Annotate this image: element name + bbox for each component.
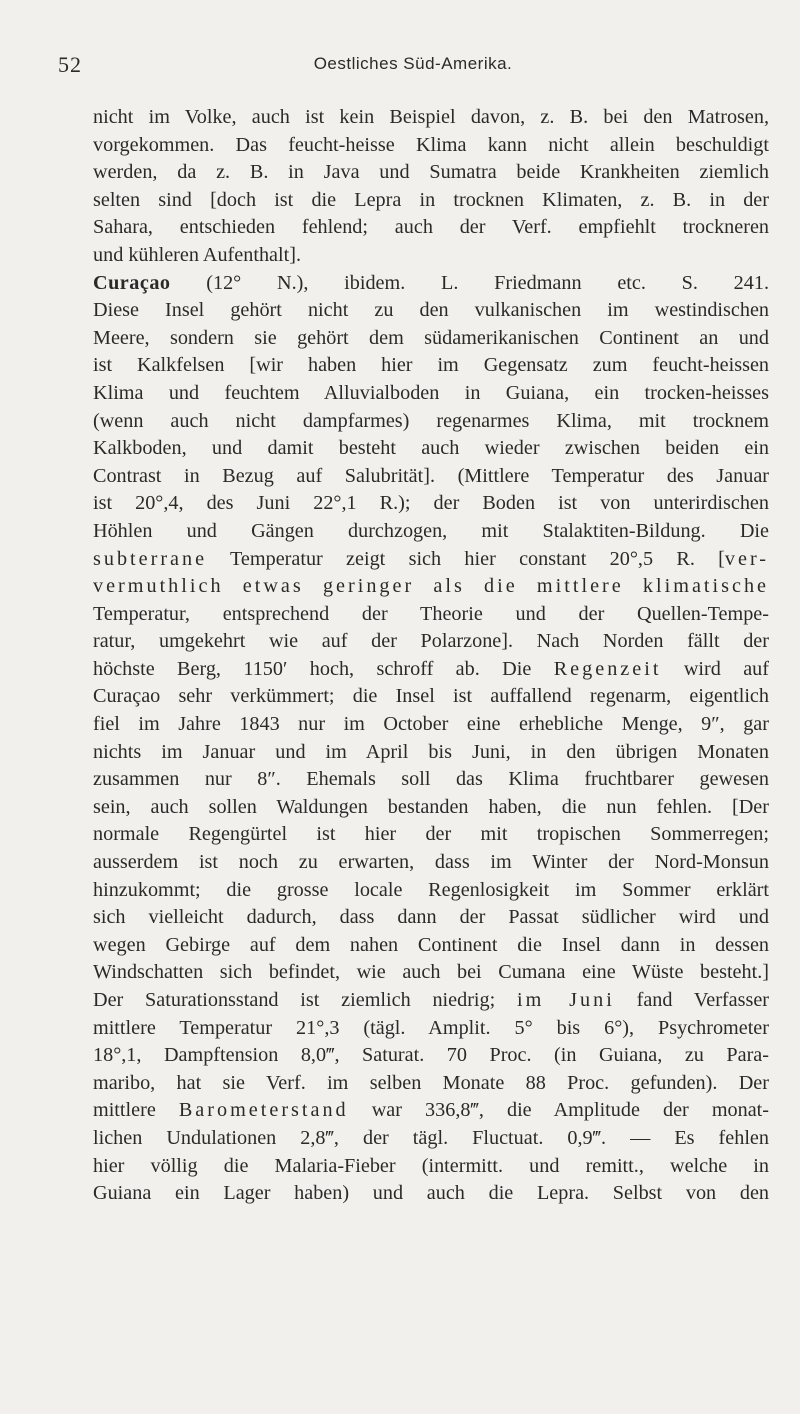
text-line: Guiana ein Lager haben) und auch die Lepra. Selbst von den: [93, 1182, 769, 1205]
text-line: sein, auch sollen Waldungen bestanden haben, die nun fehlen. [Der: [93, 795, 769, 818]
running-title: Oestliches Süd-Amerika.: [313, 54, 513, 73]
spaced-word-subterrane: subterrane: [93, 547, 208, 570]
text-line: [93, 987, 769, 1015]
spaced-word-regenzeit: Regenzeit: [553, 657, 662, 680]
text-line: [93, 1097, 769, 1125]
text-line: Curaçao sehr verkümmert; die Insel ist auffallend regenarm, eigentlich: [93, 685, 769, 708]
text-line: hinzukommt; die grosse locale Regenlosigkeit im Sommer erklärt: [93, 878, 769, 901]
text-line: fiel im Jahre 1843 nur im October eine erhebliche Menge, 9″, gar: [93, 713, 769, 736]
text-line: hier völlig die Malaria-Fieber (intermitt. und remitt., welche in: [93, 1154, 769, 1177]
text-line: ist Kalkfelsen [wir haben hier im Gegensatz zum feucht-heissen: [93, 354, 769, 377]
text-line: nichts im Januar und im April bis Juni, in den übrigen Monaten: [93, 740, 769, 763]
text-fragment: Der Saturationsstand ist ziemlich niedrig;: [93, 989, 496, 1011]
text-line: normale Regengürtel ist hier der mit tropischen Sommerregen;: [93, 823, 769, 846]
text-line: ist 20°,4, des Juni 22°,1 R.); der Boden ist von unterirdischen: [93, 492, 769, 515]
text-fragment: mittlere: [93, 1099, 156, 1122]
text-line: selten sind [doch ist die Lepra in trocknen Klimaten, z. B. in der: [93, 188, 769, 211]
text-line: und kühleren Aufenthalt].: [93, 243, 301, 266]
text-line: Sahara, entschieden fehlend; auch der Verf. empfiehlt trockneren: [93, 216, 769, 239]
text-line: 18°,1, Dampftension 8,0‴, Saturat. 70 Proc. (in Guiana, zu Para-: [93, 1044, 769, 1067]
text-line: (wenn auch nicht dampfarmes) regenarmes Klima, mit trocknem: [93, 409, 769, 432]
text-line: mittlere Temperatur 21°,3 (tägl. Amplit. 5° bis 6°), Psychrometer: [93, 1016, 769, 1039]
text-line: sich vielleicht dadurch, dass dann der Passat südlicher wird und: [93, 906, 769, 929]
page-header: [58, 52, 768, 82]
text-line: Diese Insel gehört nicht zu den vulkanischen im westindischen: [93, 299, 769, 322]
text-line: zusammen nur 8″. Ehemals soll das Klima fruchtbarer gewesen: [93, 768, 769, 791]
text-line: wegen Gebirge auf dem nahen Continent die Insel dann in dessen: [93, 933, 769, 956]
text-line: Contrast in Bezug auf Salubrität]. (Mittlere Temperatur des Januar: [93, 464, 769, 487]
page-number: 52: [58, 52, 82, 77]
spaced-word-im-juni: im Juni: [517, 989, 615, 1011]
spaced-word-barometerstand: Barometerstand: [178, 1099, 349, 1122]
text-line: Klima und feuchtem Alluvialboden in Guiana, ein trocken-heisses: [93, 381, 769, 404]
text-line: Temperatur, entsprechend der Theorie und der Quellen-Tempe-: [93, 602, 769, 625]
text-line: lichen Undulationen 2,8‴, der tägl. Fluctuat. 0,9‴. — Es fehlen: [93, 1126, 769, 1149]
text-line: [93, 656, 769, 684]
text-line: ausserdem ist noch zu erwarten, dass im Winter der Nord-Monsun: [93, 851, 769, 874]
text-line: Meere, sondern sie gehört dem südamerikanischen Continent an und: [93, 326, 769, 349]
text-line: nicht im Volke, auch ist kein Beispiel davon, z. B. bei den Matrosen,: [93, 106, 769, 128]
text-line: ratur, umgekehrt wie auf der Polarzone]. Nach Norden fällt der: [93, 630, 769, 653]
body-text: [93, 104, 769, 1208]
text-line: subterrane Temperatur zeigt sich hier constant 20°,5 R. [ver-: [93, 547, 769, 570]
section-heading-curacao: Curaçao: [93, 271, 171, 294]
text-fragment: war 336,8‴, die Amplitude der monat-: [371, 1099, 769, 1122]
text-line: Windschatten sich befindet, wie auch bei Cumana eine Wüste besteht.]: [93, 961, 769, 984]
text-line: Höhlen und Gängen durchzogen, mit Stalaktiten-Bildung. Die: [93, 519, 769, 542]
text-fragment: fand Verfasser: [636, 989, 769, 1011]
text-line: Kalkboden, und damit besteht auch wieder zwischen beiden ein: [93, 437, 769, 460]
text-line: vermuthlich etwas geringer als die mittlere klimatische: [93, 575, 769, 598]
text-fragment: Temperatur zeigt sich hier constant 20°,5 R. [: [230, 547, 725, 570]
text-fragment: (12° N.), ibidem. L. Friedmann etc. S. 241.: [206, 271, 769, 294]
text-fragment: wird auf: [683, 657, 769, 680]
text-line: werden, da z. B. in Java und Sumatra beide Krankheiten ziemlich: [93, 161, 769, 184]
text-line: vorgekommen. Das feucht-heisse Klima kann nicht allein beschuldigt: [93, 133, 769, 156]
text-line: [93, 270, 769, 298]
text-line: maribo, hat sie Verf. im selben Monate 88 Proc. gefunden). Der: [93, 1071, 769, 1094]
text-fragment: höchste Berg, 1150′ hoch, schroff ab. Die: [93, 657, 532, 680]
